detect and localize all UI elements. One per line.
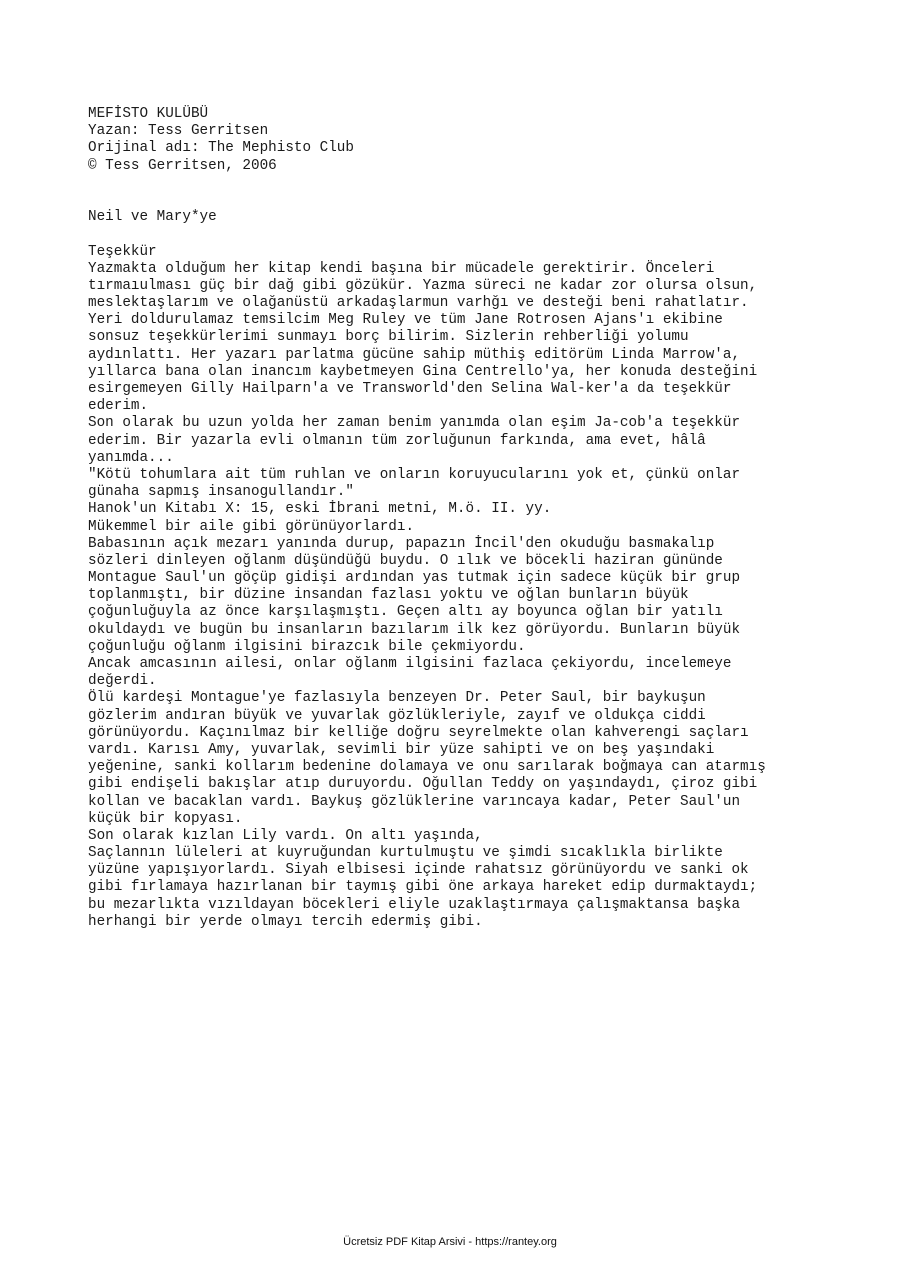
text-line: küçük bir kopyası. bbox=[88, 810, 243, 827]
text-line: çoğunluğuyla az önce karşılaşmıştı. Geçen altı ay boyunca oğlan bir yatılı bbox=[88, 604, 723, 621]
text-line: çoğunluğu oğlanm ilgisini birazcık bile çekmiyordu. bbox=[88, 638, 526, 655]
text-line: ederim. Bir yazarla evli olmanın tüm zorluğunun farkında, ama evet, hâlâ bbox=[88, 432, 706, 449]
text-line: meslektaşlarım ve olağanüstü arkadaşlarmun varhğı ve desteği beni rahatlatır. bbox=[88, 295, 749, 312]
text-line: "Kötü tohumlara ait tüm ruhlan ve onların koruyucularını yok et, çünkü onlar bbox=[88, 466, 741, 483]
text-line: Hanok'un Kitabı X: 15, eski İbrani metni, M.ö. II. yy. bbox=[88, 501, 552, 518]
text-line: ederim. bbox=[88, 398, 149, 415]
text-line: yeğenine, sanki kollarım bedenine dolamaya ve onu sarılarak boğmaya can atarmış bbox=[88, 759, 766, 776]
text-line: gibi fırlamaya hazırlanan bir taymış gibi öne arkaya hareket edip durmaktaydı; bbox=[88, 879, 758, 896]
text-line: Orijinal adı: The Mephisto Club bbox=[88, 140, 354, 157]
text-line: Ölü kardeşi Montague'ye fazlasıyla benzeyen Dr. Peter Saul, bir baykuşun bbox=[88, 690, 706, 707]
text-line: kollan ve bacaklan vardı. Baykuş gözlüklerine varıncaya kadar, Peter Saul'un bbox=[88, 793, 741, 810]
text-line: değerdi. bbox=[88, 673, 157, 690]
text-line: günaha sapmış insanogullandır." bbox=[88, 484, 354, 501]
text-line: sözleri dinleyen oğlanm düşündüğü buydu. O ılık ve böcekli haziran gününde bbox=[88, 552, 723, 569]
text-line: Son olarak kızlan Lily vardı. On altı yaşında, bbox=[88, 827, 483, 844]
text-line: Babasının açık mezarı yanında durup, papazın İncil'den okuduğu basmakalıp bbox=[88, 535, 715, 552]
text-line: toplanmıştı, bir düzine insandan fazlası yoktu ve oğlan bunların büyük bbox=[88, 587, 689, 604]
text-line: Neil ve Mary*ye bbox=[88, 209, 217, 226]
text-line: görünüyordu. Kaçınılmaz bir kelliğe doğru seyrelmekte olan kahverengi saçları bbox=[88, 724, 749, 741]
text-line: Teşekkür bbox=[88, 243, 157, 260]
blank-line bbox=[88, 226, 878, 243]
text-line: Son olarak bu uzun yolda her zaman benim yanımda olan eşim Ja-cob'a teşekkür bbox=[88, 415, 741, 432]
text-line: bu mezarlıkta vızıldayan böcekleri eliyle uzaklaştırmaya çalışmaktansa başka bbox=[88, 896, 741, 913]
text-line: Yazmakta olduğum her kitap kendi başına bir mücadele gerektirir. Önceleri bbox=[88, 260, 715, 277]
text-line: gibi endişeli bakışlar atıp duruyordu. Oğullan Teddy on yaşındaydı, çiroz gibi bbox=[88, 776, 758, 793]
text-line: Saçlannın lüleleri at kuyruğundan kurtulmuştu ve şimdi sıcaklıkla birlikte bbox=[88, 845, 723, 862]
blank-line bbox=[88, 192, 878, 209]
text-line: yanımda... bbox=[88, 449, 174, 466]
text-line: gözlerim andıran büyük ve yuvarlak gözlükleriyle, zayıf ve oldukça ciddi bbox=[88, 707, 706, 724]
text-line: Yeri doldurulamaz temsilcim Meg Ruley ve tüm Jane Rotrosen Ajans'ı ekibine bbox=[88, 312, 723, 329]
text-line: yüzüne yapışıyorlardı. Siyah elbisesi içinde rahatsız görünüyordu ve sanki ok bbox=[88, 862, 749, 879]
text-line: vardı. Karısı Amy, yuvarlak, sevimli bir yüze sahipti ve on beş yaşındaki bbox=[88, 741, 715, 758]
text-line: sonsuz teşekkürlerimi sunmayı borç bilirim. Sizlerin rehberliği yolumu bbox=[88, 329, 689, 346]
text-line: yıllarca bana olan inancım kaybetmeyen Gina Centrello'ya, her konuda desteğini bbox=[88, 363, 758, 380]
text-line: Mükemmel bir aile gibi görünüyorlardı. bbox=[88, 518, 415, 535]
blank-line bbox=[88, 175, 878, 192]
text-line: © Tess Gerritsen, 2006 bbox=[88, 157, 277, 174]
text-line: herhangi bir yerde olmayı tercih edermiş gibi. bbox=[88, 913, 483, 930]
text-line: esirgemeyen Gilly Hailparn'a ve Transworld'den Selina Wal-ker'a da teşekkür bbox=[88, 381, 732, 397]
text-line: MEFİSTO KULÜBÜ bbox=[88, 106, 209, 122]
text-line: Montague Saul'un göçüp gidişi ardından yas tutmak için sadece küçük bir grup bbox=[88, 570, 741, 587]
document-text bbox=[88, 106, 878, 931]
text-line: okuldaydı ve bugün bu insanların bazılarım ilk kez görüyordu. Bunların büyük bbox=[88, 621, 741, 638]
text-line: tırmaıulması güç bir dağ gibi gözükür. Yazma süreci ne kadar zor olursa olsun, bbox=[88, 277, 758, 294]
page-footer: Ücretsiz PDF Kitap Arsivi - https://rantey.org bbox=[343, 1236, 557, 1248]
text-line: Yazan: Tess Gerritsen bbox=[88, 123, 269, 140]
text-line: Ancak amcasının ailesi, onlar oğlanm ilgisini fazlaca çekiyordu, incelemeye bbox=[88, 656, 732, 672]
text-line: aydınlattı. Her yazarı parlatma gücüne sahip müthiş editörüm Linda Marrow'a, bbox=[88, 346, 741, 363]
